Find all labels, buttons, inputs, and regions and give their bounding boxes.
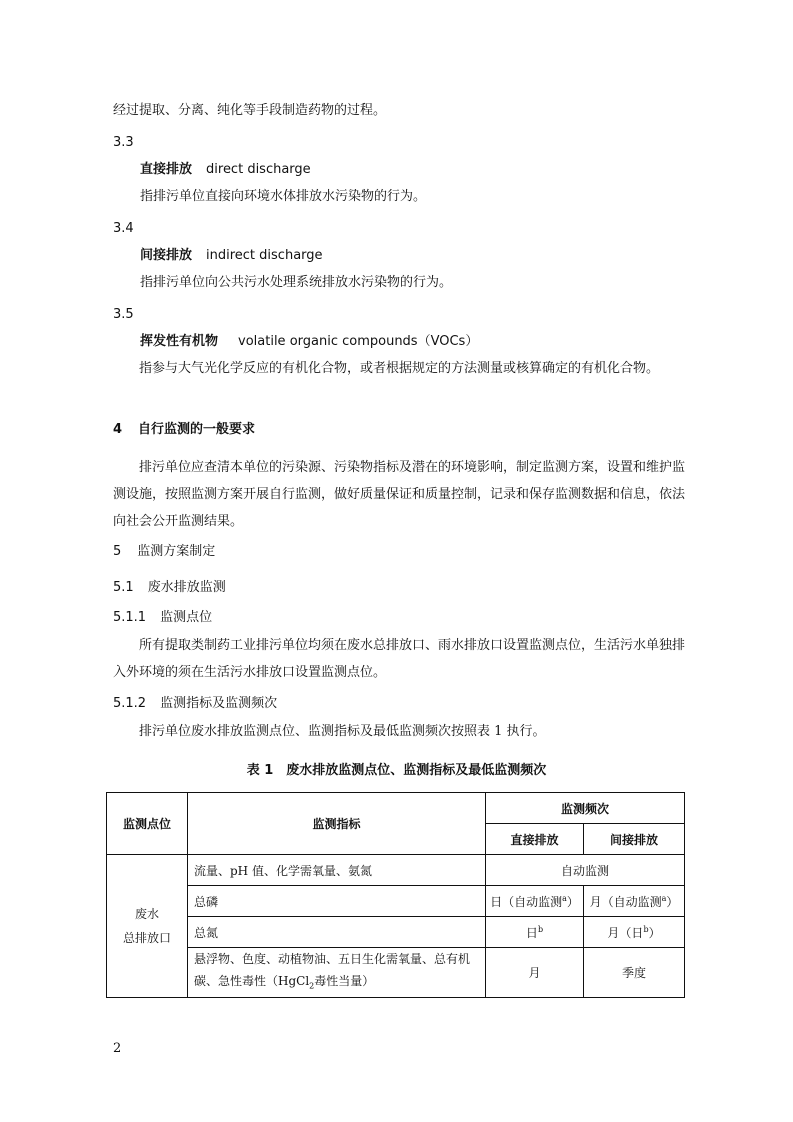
- freq-text: 月（日: [607, 925, 644, 940]
- heading-number: 4: [113, 422, 123, 437]
- term-cn: 挥发性有机物: [140, 334, 219, 349]
- indicator-cell: 流量、pH 值、化学需氧量、氨氮: [188, 855, 486, 886]
- term-heading: [140, 333, 478, 351]
- indicator-text-end: 毒性当量）: [314, 974, 375, 988]
- header-indicator: 监测指标: [188, 793, 486, 855]
- freq-text: 日（自动监测: [490, 894, 563, 909]
- heading-number: 5.1.1: [113, 610, 147, 625]
- table-row: [107, 948, 685, 998]
- freq-text-end: ）: [666, 894, 679, 909]
- point-cell: [107, 855, 188, 998]
- heading-title: 自行监测的一般要求: [138, 422, 256, 437]
- term-cn: 间接排放: [140, 248, 193, 263]
- section-number: 3.3: [113, 135, 134, 150]
- footnote-mark: b: [643, 924, 649, 934]
- table-row: [107, 886, 685, 917]
- heading-title: 废水排放监测: [147, 580, 226, 595]
- subscript: 2: [309, 981, 315, 991]
- text-line: 经过提取、分离、纯化等手段制造药物的过程。: [113, 103, 387, 118]
- frequency-direct-cell: [486, 917, 584, 948]
- monitoring-table: [106, 792, 685, 998]
- heading-title: 监测点位: [160, 610, 213, 625]
- section-body: 所有提取类制药工业排污单位均须在废水总排放口、雨水排放口设置监测点位，生活污水单独排入外环境的须在生活污水排放口设置监测点位。: [113, 638, 686, 680]
- heading-number: 5.1: [113, 580, 134, 595]
- footnote-mark: a: [562, 893, 567, 903]
- section-body: 排污单位废水排放监测点位、监测指标及最低监测频次按照表 1 执行。: [139, 724, 546, 739]
- term-en: indirect discharge: [206, 248, 323, 263]
- frequency-cell: 自动监测: [486, 855, 685, 886]
- table-caption: 表 1 废水排放监测点位、监测指标及最低监测频次: [246, 763, 547, 778]
- footnote-mark: b: [537, 924, 544, 934]
- indicator-cell: 总磷: [188, 886, 486, 917]
- freq-text: 日: [525, 925, 538, 940]
- table-row: [107, 917, 685, 948]
- header-direct: 直接排放: [486, 824, 584, 855]
- term-en: volatile organic compounds（VOCs）: [238, 334, 479, 349]
- term-definition: 指排污单位向公共污水处理系统排放水污染物的行为。: [140, 275, 453, 290]
- frequency-direct-cell: [486, 886, 584, 917]
- section-heading: [113, 609, 212, 627]
- header-point: 监测点位: [107, 793, 188, 855]
- indicator-cell: 总氮: [188, 917, 486, 948]
- term-cn: 直接排放: [140, 162, 193, 177]
- term-heading: [140, 161, 311, 179]
- footnote-mark: a: [661, 893, 667, 903]
- section-heading: [113, 579, 226, 597]
- point-line: 废水: [134, 907, 159, 922]
- table-row: [107, 855, 685, 886]
- frequency-indirect-cell: [584, 917, 685, 948]
- indicator-cell: [188, 948, 486, 998]
- section-heading: [113, 695, 277, 713]
- section-body: 排污单位应查清本单位的污染源、污染物指标及潜在的环境影响，制定监测方案，设置和维护监测设施，按照监测方案开展自行监测，做好质量保证和质量控制，记录和保存监测数据和信息，依法向社会公开监测结果。: [113, 460, 686, 529]
- term-heading: [140, 247, 323, 265]
- term-definition: 指参与大气光化学反应的有机化合物，或者根据规定的方法测量或核算确定的有机化合物。: [139, 361, 660, 376]
- frequency-direct-cell: 月: [486, 948, 584, 998]
- section-number: 3.5: [113, 307, 134, 322]
- freq-text-end: ）: [566, 894, 579, 909]
- section-heading: [113, 421, 255, 439]
- term-en: direct discharge: [206, 162, 311, 177]
- heading-title: 监测指标及监测频次: [160, 696, 278, 711]
- header-indirect: 间接排放: [584, 824, 685, 855]
- term-definition: 指排污单位直接向环境水体排放水污染物的行为。: [140, 189, 427, 204]
- frequency-indirect-cell: 季度: [584, 948, 685, 998]
- heading-title: 监测方案制定: [137, 544, 216, 559]
- heading-number: 5.1.2: [113, 696, 147, 711]
- page-number: 2: [113, 1041, 122, 1056]
- point-line: 总排放口: [122, 931, 171, 946]
- indicator-text: 悬浮物、色度、动植物油、五日生化需氧量、总有机碳、急性毒性（HgCl: [194, 952, 471, 988]
- freq-text: 月（自动监测: [589, 894, 662, 909]
- section-number: 3.4: [113, 221, 134, 236]
- freq-text-end: ）: [648, 925, 661, 940]
- header-frequency: 监测频次: [486, 793, 685, 824]
- frequency-indirect-cell: [584, 886, 685, 917]
- heading-number: 5: [113, 544, 122, 559]
- section-heading: [113, 543, 215, 561]
